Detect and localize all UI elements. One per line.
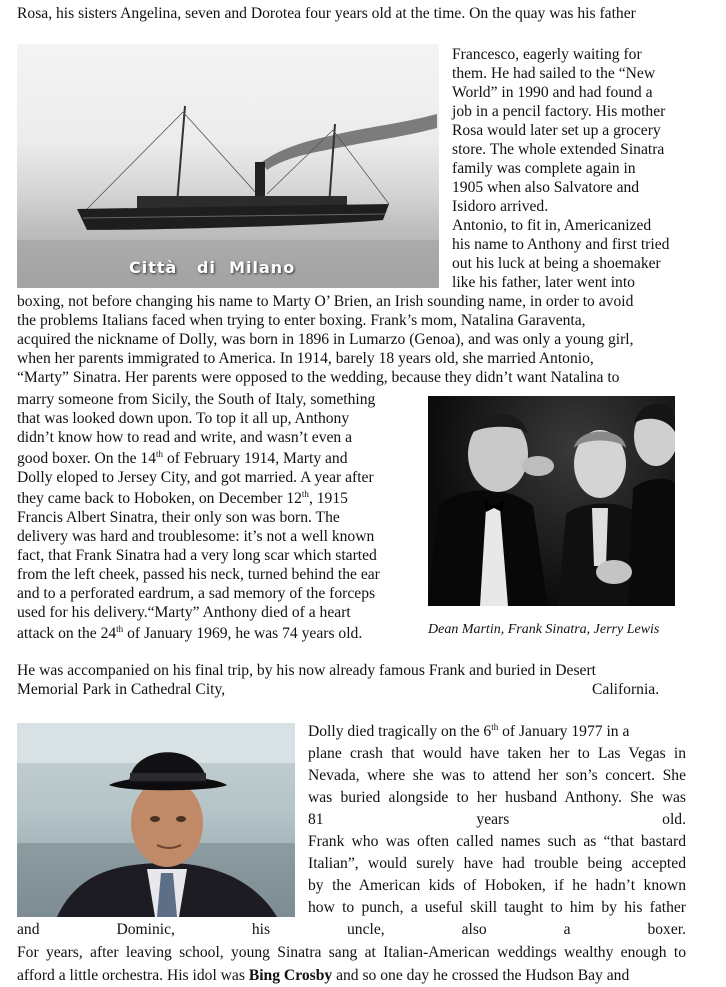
text-line: out his luck at being a shoemaker — [452, 255, 661, 272]
text-line: family was complete again in — [452, 160, 636, 177]
text-line: He was accompanied on his final trip, by his now already famous Frank and buried in Desert — [17, 662, 596, 679]
text-line: the problems Italians faced when trying to enter boxing. Frank’s mom, Natalina Garaventa, — [17, 312, 586, 329]
text-line: Frank who was often called names such as “that bastard — [308, 833, 686, 850]
text-line: how to punch, a useful skill taught to him by his father — [308, 899, 686, 916]
text-line: Rosa, his sisters Angelina, seven and Dorotea four years old at the time. On the quay was his father — [17, 5, 636, 22]
text-line: by the American kids of Hoboken, if he hadn’t known — [308, 877, 686, 894]
text-line: and to a perforated eardrum, a sad memory of the forceps — [17, 585, 376, 602]
text-line: delivery was hard and troublesome: it’s not a well known — [17, 528, 375, 545]
ship-photo — [17, 44, 439, 288]
text-line: boxing, not before changing his name to Marty O’ Brien, an Irish sounding name, in order to avoid — [17, 293, 634, 310]
text-line: like his father, later went into — [452, 274, 635, 291]
dean-martin-photo — [428, 396, 675, 606]
text-line: from the left cheek, passed his neck, turned behind the ear — [17, 566, 380, 583]
text-line: World” in 1990 and had found a — [452, 84, 653, 101]
ship-caption-overlay: Città di Milano — [129, 258, 296, 277]
ship-illustration — [17, 44, 439, 288]
text-line: them. He had sailed to the “New — [452, 65, 656, 82]
text-line: afford a little orchestra. His idol was Bing Crosby and so one day he crossed the Hudson Bay and — [17, 967, 630, 984]
text-line: and Dominic, his uncle, also a boxer. — [17, 921, 686, 938]
text-line: Isidoro arrived. — [452, 198, 549, 215]
text-line: Italian”, would surely have had trouble being accepted — [308, 855, 686, 872]
text-line: didn’t know how to read and write, and wasn’t even a — [17, 429, 353, 446]
text-line: plane crash that would have taken her to Las Vegas in — [308, 745, 686, 762]
photo-caption: Dean Martin, Frank Sinatra, Jerry Lewis — [428, 622, 660, 637]
text-line: store. The whole extended Sinatra — [452, 141, 665, 158]
text-line: 81 years old. — [308, 811, 686, 828]
text-line: Francis Albert Sinatra, their only son was born. The — [17, 509, 340, 526]
text-line: when her parents immigrated to America. In 1914, barely 18 years old, she married Antonio, — [17, 350, 594, 367]
text-line: marry someone from Sicily, the South of Italy, something — [17, 391, 376, 408]
frank-sinatra-photo — [17, 723, 295, 917]
text-line: good boxer. On the 14th of February 1914, Marty and — [17, 449, 348, 467]
text-line: job in a pencil factory. His mother — [452, 103, 666, 120]
text-line: his name to Anthony and first tried — [452, 236, 670, 253]
text-line: attack on the 24th of January 1969, he was 74 years old. — [17, 624, 363, 642]
text-line: they came back to Hoboken, on December 12th, 1915 — [17, 489, 348, 507]
text-line: Memorial Park in Cathedral City, California. — [17, 681, 660, 698]
text-line: fact, that Frank Sinatra had a very long scar which started — [17, 547, 377, 564]
text-line: “Marty” Sinatra. Her parents were opposed to the wedding, because they didn’t want Natalina to — [17, 369, 620, 386]
text-line: Nevada, where she was to attend her son’s concert. She — [308, 767, 686, 784]
text-line: acquired the nickname of Dolly, was born in 1896 in Lumarzo (Genoa), and was only a young girl, — [17, 331, 634, 348]
group-portrait-illustration — [428, 396, 675, 606]
text-line: that was looked down upon. To top it all up, Anthony — [17, 410, 350, 427]
text-line: Rosa would later set up a grocery — [452, 122, 661, 139]
text-line: For years, after leaving school, young Sinatra sang at Italian-American weddings wealthy enough to — [17, 944, 686, 961]
text-line: 1905 when also Salvatore and — [452, 179, 640, 196]
text-line: Antonio, to fit in, Americanized — [452, 217, 652, 234]
text-line: used for his delivery.“Marty” Anthony died of a heart — [17, 604, 351, 621]
text-line: was buried alongside to her husband Anthony. She was — [308, 789, 686, 806]
text-line: Dolly eloped to Jersey City, and got married. A year after — [17, 469, 374, 486]
text-line: Francesco, eagerly waiting for — [452, 46, 642, 63]
text-line: Dolly died tragically on the 6th of January 1977 in a — [308, 722, 630, 740]
portrait-illustration — [17, 723, 295, 917]
